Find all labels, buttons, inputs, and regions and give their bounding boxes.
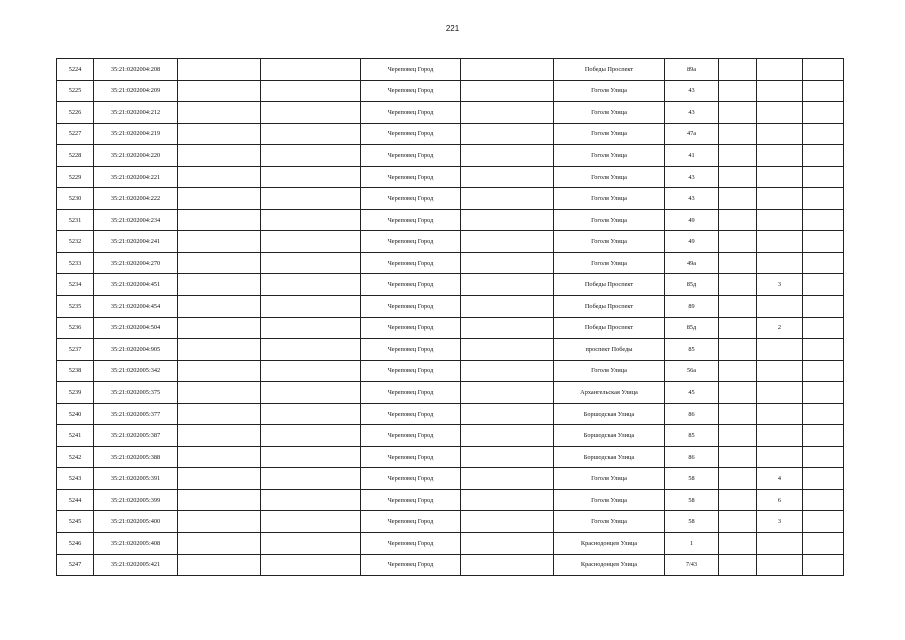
- empty-cell: [719, 80, 757, 102]
- empty-cell: [261, 360, 361, 382]
- apartment-cell: [757, 102, 803, 124]
- record-number-cell: 5228: [57, 145, 94, 167]
- table-row: [57, 382, 844, 404]
- empty-cell: [719, 511, 757, 533]
- house-number-cell: 7/43: [665, 554, 719, 576]
- city-cell: Череповец Город: [361, 382, 461, 404]
- empty-cell: [803, 339, 844, 361]
- apartment-cell: [757, 188, 803, 210]
- street-cell: Гоголя Улица: [554, 145, 665, 167]
- empty-cell: [719, 188, 757, 210]
- cadastral-number-cell: 35:21:0202005:421: [94, 554, 178, 576]
- empty-cell: [803, 533, 844, 555]
- street-cell: проспект Победы: [554, 339, 665, 361]
- cadastral-number-cell: 35:21:0202005:408: [94, 533, 178, 555]
- street-cell: Гоголя Улица: [554, 252, 665, 274]
- street-cell: Краснодонцев Улица: [554, 554, 665, 576]
- empty-cell: [719, 296, 757, 318]
- empty-cell: [461, 102, 554, 124]
- empty-cell: [261, 533, 361, 555]
- empty-cell: [178, 511, 261, 533]
- record-number-cell: 5233: [57, 252, 94, 274]
- table-row: [57, 123, 844, 145]
- empty-cell: [178, 360, 261, 382]
- empty-cell: [178, 468, 261, 490]
- empty-cell: [803, 123, 844, 145]
- apartment-cell: 3: [757, 274, 803, 296]
- house-number-cell: 58: [665, 511, 719, 533]
- record-number-cell: 5232: [57, 231, 94, 253]
- record-number-cell: 5237: [57, 339, 94, 361]
- empty-cell: [461, 489, 554, 511]
- record-number-cell: 5236: [57, 317, 94, 339]
- record-number-cell: 5231: [57, 209, 94, 231]
- empty-cell: [719, 252, 757, 274]
- empty-cell: [178, 533, 261, 555]
- empty-cell: [461, 403, 554, 425]
- record-number-cell: 5227: [57, 123, 94, 145]
- empty-cell: [461, 145, 554, 167]
- empty-cell: [461, 274, 554, 296]
- city-cell: Череповец Город: [361, 403, 461, 425]
- city-cell: Череповец Город: [361, 425, 461, 447]
- record-number-cell: 5243: [57, 468, 94, 490]
- apartment-cell: [757, 403, 803, 425]
- city-cell: Череповец Город: [361, 252, 461, 274]
- empty-cell: [803, 317, 844, 339]
- house-number-cell: 43: [665, 188, 719, 210]
- record-number-cell: 5230: [57, 188, 94, 210]
- empty-cell: [178, 296, 261, 318]
- apartment-cell: [757, 145, 803, 167]
- city-cell: Череповец Город: [361, 339, 461, 361]
- record-number-cell: 5235: [57, 296, 94, 318]
- cadastral-number-cell: 35:21:0202004:212: [94, 102, 178, 124]
- table-row: [57, 209, 844, 231]
- house-number-cell: 49: [665, 231, 719, 253]
- empty-cell: [261, 468, 361, 490]
- city-cell: Череповец Город: [361, 188, 461, 210]
- city-cell: Череповец Город: [361, 145, 461, 167]
- record-number-cell: 5246: [57, 533, 94, 555]
- house-number-cell: 43: [665, 80, 719, 102]
- empty-cell: [719, 317, 757, 339]
- empty-cell: [803, 296, 844, 318]
- apartment-cell: [757, 123, 803, 145]
- city-cell: Череповец Город: [361, 274, 461, 296]
- empty-cell: [261, 80, 361, 102]
- record-number-cell: 5245: [57, 511, 94, 533]
- apartment-cell: 6: [757, 489, 803, 511]
- empty-cell: [719, 489, 757, 511]
- table-row: [57, 188, 844, 210]
- empty-cell: [261, 274, 361, 296]
- empty-cell: [719, 123, 757, 145]
- house-number-cell: 56а: [665, 360, 719, 382]
- empty-cell: [803, 80, 844, 102]
- empty-cell: [261, 209, 361, 231]
- empty-cell: [261, 554, 361, 576]
- empty-cell: [178, 274, 261, 296]
- house-number-cell: 49а: [665, 252, 719, 274]
- house-number-cell: 58: [665, 468, 719, 490]
- street-cell: Гоголя Улица: [554, 360, 665, 382]
- empty-cell: [719, 403, 757, 425]
- empty-cell: [461, 446, 554, 468]
- empty-cell: [461, 296, 554, 318]
- empty-cell: [178, 554, 261, 576]
- street-cell: Гоголя Улица: [554, 188, 665, 210]
- empty-cell: [261, 446, 361, 468]
- record-number-cell: 5244: [57, 489, 94, 511]
- cadastral-number-cell: 35:21:0202004:222: [94, 188, 178, 210]
- table-row: [57, 252, 844, 274]
- empty-cell: [178, 80, 261, 102]
- empty-cell: [461, 188, 554, 210]
- empty-cell: [178, 145, 261, 167]
- street-cell: Архангельская Улица: [554, 382, 665, 404]
- empty-cell: [719, 468, 757, 490]
- city-cell: Череповец Город: [361, 209, 461, 231]
- registry-table: [56, 58, 844, 576]
- street-cell: Гоголя Улица: [554, 209, 665, 231]
- empty-cell: [178, 59, 261, 81]
- city-cell: Череповец Город: [361, 166, 461, 188]
- empty-cell: [261, 252, 361, 274]
- cadastral-number-cell: 35:21:0202005:377: [94, 403, 178, 425]
- house-number-cell: 86: [665, 403, 719, 425]
- house-number-cell: 43: [665, 166, 719, 188]
- page-number: 221: [445, 24, 460, 33]
- house-number-cell: 49: [665, 209, 719, 231]
- empty-cell: [461, 123, 554, 145]
- record-number-cell: 5240: [57, 403, 94, 425]
- street-cell: Победы Проспект: [554, 274, 665, 296]
- table-row: [57, 59, 844, 81]
- empty-cell: [461, 425, 554, 447]
- empty-cell: [461, 317, 554, 339]
- table-row: [57, 274, 844, 296]
- cadastral-number-cell: 35:21:0202004:270: [94, 252, 178, 274]
- street-cell: Боршодская Улица: [554, 446, 665, 468]
- table-row: [57, 425, 844, 447]
- table-row: [57, 468, 844, 490]
- house-number-cell: 45: [665, 382, 719, 404]
- cadastral-number-cell: 35:21:0202005:342: [94, 360, 178, 382]
- empty-cell: [178, 446, 261, 468]
- street-cell: Гоголя Улица: [554, 489, 665, 511]
- empty-cell: [261, 231, 361, 253]
- empty-cell: [261, 145, 361, 167]
- table-row: [57, 102, 844, 124]
- apartment-cell: [757, 360, 803, 382]
- apartment-cell: [757, 59, 803, 81]
- cadastral-number-cell: 35:21:0202004:209: [94, 80, 178, 102]
- city-cell: Череповец Город: [361, 489, 461, 511]
- empty-cell: [461, 554, 554, 576]
- empty-cell: [803, 209, 844, 231]
- table-row: [57, 554, 844, 576]
- city-cell: Череповец Город: [361, 468, 461, 490]
- city-cell: Череповец Город: [361, 102, 461, 124]
- cadastral-number-cell: 35:21:0202005:387: [94, 425, 178, 447]
- empty-cell: [803, 102, 844, 124]
- house-number-cell: 85д: [665, 317, 719, 339]
- empty-cell: [803, 274, 844, 296]
- street-cell: Боршодская Улица: [554, 425, 665, 447]
- house-number-cell: 85д: [665, 274, 719, 296]
- city-cell: Череповец Город: [361, 59, 461, 81]
- apartment-cell: 3: [757, 511, 803, 533]
- street-cell: Победы Проспект: [554, 296, 665, 318]
- apartment-cell: [757, 339, 803, 361]
- cadastral-number-cell: 35:21:0202004:220: [94, 145, 178, 167]
- empty-cell: [178, 188, 261, 210]
- empty-cell: [261, 339, 361, 361]
- apartment-cell: [757, 382, 803, 404]
- empty-cell: [461, 209, 554, 231]
- empty-cell: [803, 554, 844, 576]
- empty-cell: [461, 166, 554, 188]
- apartment-cell: [757, 209, 803, 231]
- street-cell: Гоголя Улица: [554, 80, 665, 102]
- apartment-cell: [757, 80, 803, 102]
- apartment-cell: 4: [757, 468, 803, 490]
- empty-cell: [803, 489, 844, 511]
- empty-cell: [803, 446, 844, 468]
- empty-cell: [178, 102, 261, 124]
- empty-cell: [178, 317, 261, 339]
- empty-cell: [719, 209, 757, 231]
- empty-cell: [178, 489, 261, 511]
- empty-cell: [461, 360, 554, 382]
- empty-cell: [178, 123, 261, 145]
- cadastral-number-cell: 35:21:0202005:400: [94, 511, 178, 533]
- empty-cell: [719, 231, 757, 253]
- house-number-cell: 89: [665, 296, 719, 318]
- empty-cell: [719, 59, 757, 81]
- table-row: [57, 360, 844, 382]
- empty-cell: [803, 188, 844, 210]
- table-row: [57, 317, 844, 339]
- city-cell: Череповец Город: [361, 446, 461, 468]
- empty-cell: [461, 533, 554, 555]
- house-number-cell: 89а: [665, 59, 719, 81]
- street-cell: Победы Проспект: [554, 59, 665, 81]
- registry-body: [57, 59, 844, 576]
- apartment-cell: 2: [757, 317, 803, 339]
- empty-cell: [719, 446, 757, 468]
- record-number-cell: 5229: [57, 166, 94, 188]
- empty-cell: [719, 425, 757, 447]
- empty-cell: [803, 166, 844, 188]
- empty-cell: [461, 231, 554, 253]
- cadastral-number-cell: 35:21:0202004:221: [94, 166, 178, 188]
- street-cell: Боршодская Улица: [554, 403, 665, 425]
- street-cell: Гоголя Улица: [554, 166, 665, 188]
- empty-cell: [261, 59, 361, 81]
- empty-cell: [178, 252, 261, 274]
- table-row: [57, 403, 844, 425]
- empty-cell: [719, 533, 757, 555]
- house-number-cell: 41: [665, 145, 719, 167]
- empty-cell: [803, 382, 844, 404]
- apartment-cell: [757, 231, 803, 253]
- empty-cell: [461, 382, 554, 404]
- city-cell: Череповец Город: [361, 511, 461, 533]
- empty-cell: [178, 231, 261, 253]
- empty-cell: [261, 489, 361, 511]
- record-number-cell: 5225: [57, 80, 94, 102]
- table-row: [57, 339, 844, 361]
- apartment-cell: [757, 446, 803, 468]
- empty-cell: [178, 166, 261, 188]
- empty-cell: [803, 403, 844, 425]
- empty-cell: [803, 425, 844, 447]
- street-cell: Гоголя Улица: [554, 511, 665, 533]
- house-number-cell: 43: [665, 102, 719, 124]
- street-cell: Краснодонцев Улица: [554, 533, 665, 555]
- empty-cell: [719, 145, 757, 167]
- record-number-cell: 5239: [57, 382, 94, 404]
- table-row: [57, 166, 844, 188]
- empty-cell: [261, 123, 361, 145]
- record-number-cell: 5242: [57, 446, 94, 468]
- cadastral-number-cell: 35:21:0202004:219: [94, 123, 178, 145]
- street-cell: Гоголя Улица: [554, 468, 665, 490]
- cadastral-number-cell: 35:21:0202004:504: [94, 317, 178, 339]
- apartment-cell: [757, 166, 803, 188]
- record-number-cell: 5224: [57, 59, 94, 81]
- table-row: [57, 296, 844, 318]
- empty-cell: [719, 102, 757, 124]
- empty-cell: [261, 317, 361, 339]
- empty-cell: [803, 360, 844, 382]
- cadastral-number-cell: 35:21:0202004:208: [94, 59, 178, 81]
- empty-cell: [719, 382, 757, 404]
- empty-cell: [461, 339, 554, 361]
- empty-cell: [178, 425, 261, 447]
- empty-cell: [261, 403, 361, 425]
- street-cell: Гоголя Улица: [554, 123, 665, 145]
- apartment-cell: [757, 252, 803, 274]
- house-number-cell: 1: [665, 533, 719, 555]
- cadastral-number-cell: 35:21:0202004:451: [94, 274, 178, 296]
- apartment-cell: [757, 296, 803, 318]
- street-cell: Гоголя Улица: [554, 102, 665, 124]
- city-cell: Череповец Город: [361, 533, 461, 555]
- record-number-cell: 5226: [57, 102, 94, 124]
- table-row: [57, 80, 844, 102]
- city-cell: Череповец Город: [361, 554, 461, 576]
- empty-cell: [178, 382, 261, 404]
- empty-cell: [461, 468, 554, 490]
- table-row: [57, 231, 844, 253]
- empty-cell: [261, 102, 361, 124]
- table-row: [57, 489, 844, 511]
- record-number-cell: 5247: [57, 554, 94, 576]
- empty-cell: [461, 80, 554, 102]
- empty-cell: [803, 252, 844, 274]
- city-cell: Череповец Город: [361, 317, 461, 339]
- table-row: [57, 145, 844, 167]
- empty-cell: [719, 339, 757, 361]
- record-number-cell: 5234: [57, 274, 94, 296]
- table-row: [57, 446, 844, 468]
- city-cell: Череповец Город: [361, 80, 461, 102]
- empty-cell: [719, 166, 757, 188]
- empty-cell: [803, 511, 844, 533]
- cadastral-number-cell: 35:21:0202004:905: [94, 339, 178, 361]
- cadastral-number-cell: 35:21:0202005:388: [94, 446, 178, 468]
- empty-cell: [803, 468, 844, 490]
- apartment-cell: [757, 554, 803, 576]
- table-row: [57, 511, 844, 533]
- cadastral-number-cell: 35:21:0202004:454: [94, 296, 178, 318]
- cadastral-number-cell: 35:21:0202004:234: [94, 209, 178, 231]
- cadastral-number-cell: 35:21:0202005:391: [94, 468, 178, 490]
- empty-cell: [461, 252, 554, 274]
- empty-cell: [461, 59, 554, 81]
- empty-cell: [803, 59, 844, 81]
- record-number-cell: 5238: [57, 360, 94, 382]
- house-number-cell: 47а: [665, 123, 719, 145]
- empty-cell: [261, 511, 361, 533]
- apartment-cell: [757, 425, 803, 447]
- empty-cell: [261, 188, 361, 210]
- house-number-cell: 85: [665, 425, 719, 447]
- street-cell: Гоголя Улица: [554, 231, 665, 253]
- empty-cell: [719, 274, 757, 296]
- city-cell: Череповец Город: [361, 360, 461, 382]
- table-row: [57, 533, 844, 555]
- street-cell: Победы Проспект: [554, 317, 665, 339]
- record-number-cell: 5241: [57, 425, 94, 447]
- cadastral-number-cell: 35:21:0202004:241: [94, 231, 178, 253]
- empty-cell: [803, 231, 844, 253]
- house-number-cell: 58: [665, 489, 719, 511]
- cadastral-number-cell: 35:21:0202005:375: [94, 382, 178, 404]
- city-cell: Череповец Город: [361, 123, 461, 145]
- apartment-cell: [757, 533, 803, 555]
- city-cell: Череповец Город: [361, 296, 461, 318]
- empty-cell: [261, 166, 361, 188]
- cadastral-number-cell: 35:21:0202005:399: [94, 489, 178, 511]
- empty-cell: [719, 360, 757, 382]
- empty-cell: [803, 145, 844, 167]
- empty-cell: [261, 382, 361, 404]
- empty-cell: [261, 296, 361, 318]
- empty-cell: [178, 339, 261, 361]
- empty-cell: [261, 425, 361, 447]
- empty-cell: [719, 554, 757, 576]
- city-cell: Череповец Город: [361, 231, 461, 253]
- house-number-cell: 86: [665, 446, 719, 468]
- empty-cell: [461, 511, 554, 533]
- house-number-cell: 85: [665, 339, 719, 361]
- empty-cell: [178, 209, 261, 231]
- empty-cell: [178, 403, 261, 425]
